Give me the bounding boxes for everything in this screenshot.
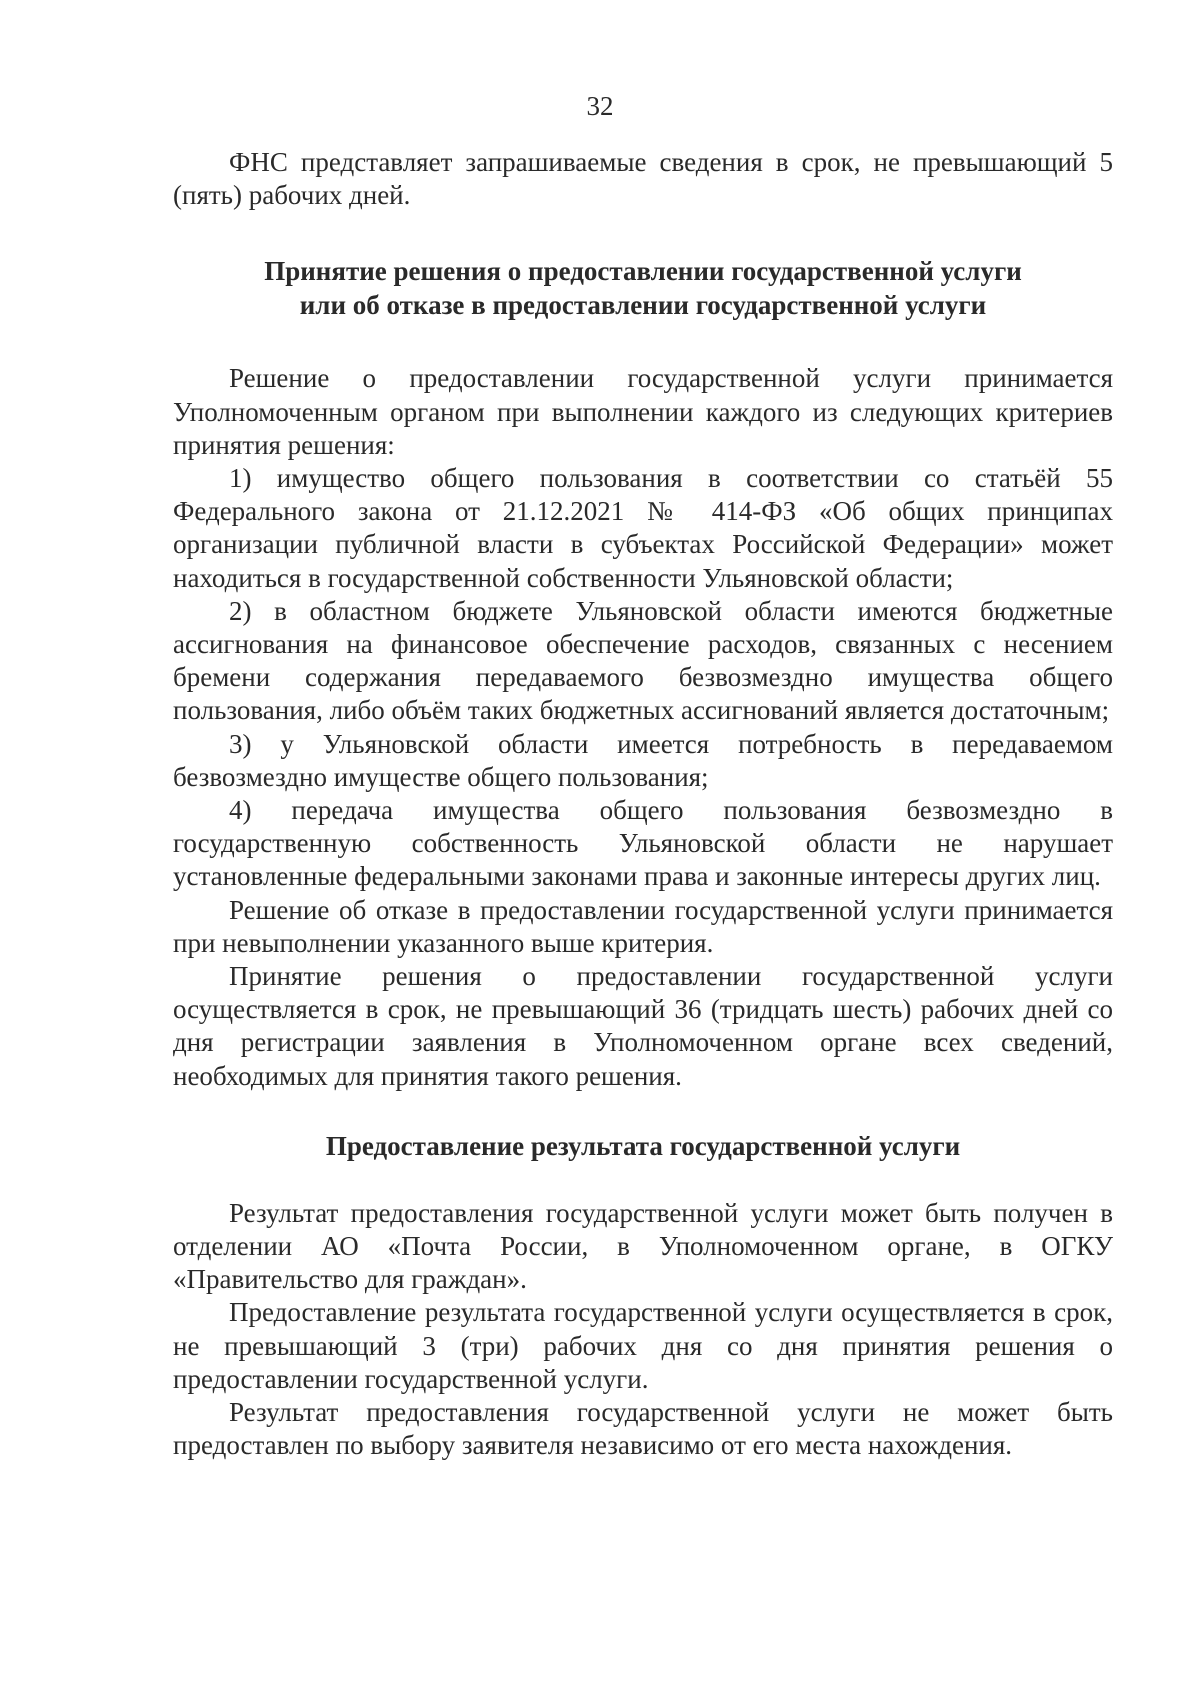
page-number: 32 [586,91,614,121]
section-heading-result: Предоставление результата государственной услуги [325,1130,961,1161]
result-deadline-paragraph: Предоставление результата государственной услуги осуществляется в срок, не превышающий 3 (три) рабочих дня со дня принятия решения о предоставлении государственной услуги. [173,1297,1113,1394]
criterion-1-paragraph: 1) имущество общего пользования в соответствии со статьёй 55 Федерального закона от 21.12.2021 № 414-ФЗ «Об общих принципах организации публичной власти в субъектах Российской Федерации» может находиться в государственной собственности Ульяновской области; [173,463,1113,593]
intro-paragraph: ФНС представляет запрашиваемые сведения в срок, не превышающий 5 (пять) рабочих дней. [173,147,1113,211]
result-delivery-paragraph: Результат предоставления государственной услуги может быть получен в отделении АО «Почта России, в Уполномоченном органе, в ОГКУ «Правительство для граждан». [173,1197,1113,1295]
section-heading-decision-line2: или об отказе в предоставлении государственной услуги [299,290,987,321]
criterion-2-paragraph: 2) в областном бюджете Ульяновской области имеются бюджетные ассигнования на финансовое обеспечение расходов, связанных с несением бремени содержания передаваемого безвозмездно имущества общего пользования, либо объём таких бюджетных ассигнований является достаточным; [173,595,1113,726]
criterion-4-paragraph: 4) передача имущества общего пользования безвозмездно в государственную собственность Ульяновской области не нарушает установленные федеральными законами права и законные интересы других лиц. [173,795,1113,892]
section-heading-decision-line1: Принятие решения о предоставлении государственной услуги [264,256,1022,287]
refusal-paragraph: Решение об отказе в предоставлении государственной услуги принимается при невыполнении указанного выше критерия. [173,894,1113,958]
decision-paragraph-criteria: Решение о предоставлении государственной услуги принимается Уполномоченным органом при выполнении каждого из следующих критериев принятия решения: [173,363,1113,460]
result-location-paragraph: Результат предоставления государственной услуги не может быть предоставлен по выбору заявителя независимо от его места нахождения. [173,1397,1113,1461]
document-body [173,146,1113,1463]
section-heading-decision [173,254,1113,322]
decision-deadline-paragraph: Принятие решения о предоставлении государственной услуги осуществляется в срок, не превышающий 36 (тридцать шесть) рабочих дней со дня регистрации заявления в Уполномоченном органе всех сведений, необходимых для принятия такого решения. [173,961,1113,1091]
criterion-3-paragraph: 3) у Ульяновской области имеется потребность в передаваемом безвозмездно имуществе общего пользования; [173,728,1113,792]
